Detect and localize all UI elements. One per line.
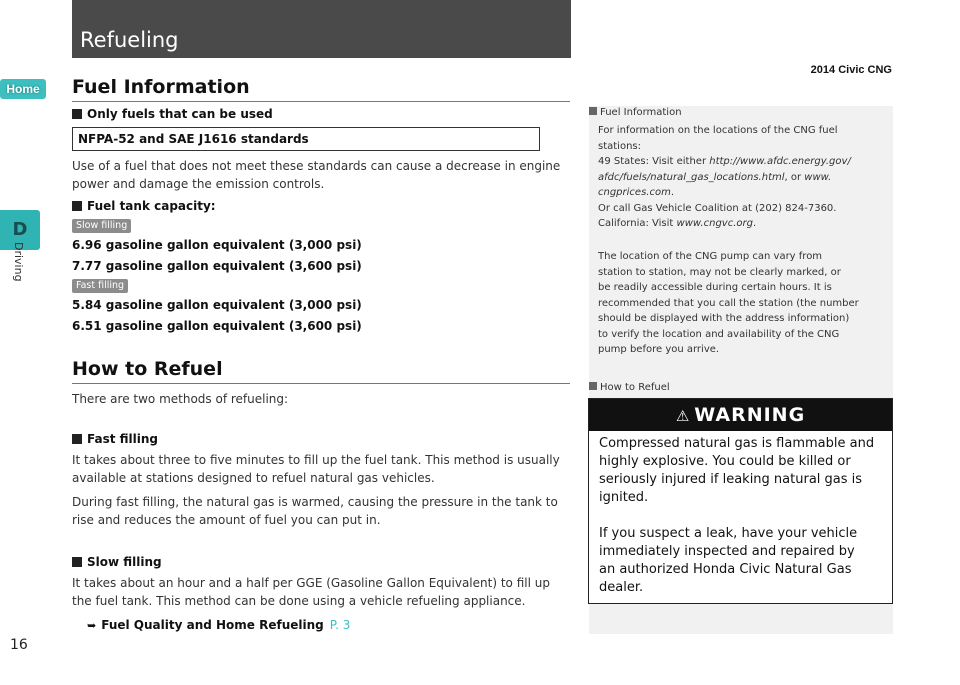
fast-filling-subheading: Fast filling xyxy=(72,432,158,446)
slow-capacity-2: 7.77 gasoline gallon equivalent (3,600 psi) xyxy=(72,259,362,273)
how-to-refuel-heading: How to Refuel xyxy=(72,358,223,380)
warning-text: Compressed natural gas is flammable and highly explosive. You could be killed or seriously injured if leaking natural gas is ignited. If you suspect a leak, have your vehicle immediately inspected and repaired by an authorized Honda Civic Natural Gas dealer. xyxy=(599,436,875,595)
slow-capacity-1: 6.96 gasoline gallon equivalent (3,000 psi) xyxy=(72,238,362,252)
fast-filling-paragraph-1: It takes about three to five minutes to fill up the fuel tank. This method is usually available at stations designed to refuel natural gas vehicles. xyxy=(72,453,560,485)
fast-filling-badge: Fast filling xyxy=(72,279,128,293)
note-icon xyxy=(589,382,597,390)
cng-pump-note: The location of the CNG pump can vary from station to station, may not be clearly marked, or be readily accessible during certain hours. It is recommended that you call the station (the number should be displayed with the address information) to verify the location and availability of the CNG pump before you arrive. xyxy=(598,251,859,355)
slow-filling-paragraph: It takes about an hour and a half per GGE (Gasoline Gallon Equivalent) to fill up the fuel tank. This method can be done using a vehicle refueling appliance. xyxy=(72,576,550,608)
fast-capacity-2: 6.51 gasoline gallon equivalent (3,600 psi) xyxy=(72,319,362,333)
slow-filling-badge: Slow filling xyxy=(72,219,131,233)
bullet-square-icon xyxy=(72,109,82,119)
fuel-information-heading: Fuel Information xyxy=(72,76,250,98)
slow-filling-subheading: Slow filling xyxy=(72,555,162,569)
bullet-square-icon xyxy=(72,557,82,567)
warning-triangle-icon: ⚠ xyxy=(675,407,691,425)
page-title: Refueling xyxy=(80,28,179,52)
heading-rule xyxy=(72,383,570,384)
bullet-square-icon xyxy=(72,201,82,211)
fast-capacity-1: 5.84 gasoline gallon equivalent (3,000 psi) xyxy=(72,298,362,312)
note-icon xyxy=(589,107,597,115)
fuel-warning-text: Use of a fuel that does not meet these standards can cause a decrease in engine power and damage the emission controls. xyxy=(72,159,561,191)
page-number: 16 xyxy=(10,637,28,653)
fuel-info-note-body: For information on the locations of the CNG fuel stations: 49 States: Visit either http://www.afdc.energy.gov/ afdc/fuels/natural_gas_locations.html, or www. cngprices.com. Or call Gas Vehicle Coalition at (202) 824-7360. California: Visit www.cngvc.org. xyxy=(598,125,851,229)
section-label: Driving xyxy=(12,242,25,282)
warning-box xyxy=(588,398,893,604)
heading-rule xyxy=(72,101,570,102)
title-bar xyxy=(72,0,571,58)
standards-box: NFPA-52 and SAE J1616 standards xyxy=(72,127,540,151)
fast-filling-paragraph-2: During fast filling, the natural gas is warmed, causing the pressure in the tank to rise and reduces the amount of fuel you can put in. xyxy=(72,495,558,527)
bullet-square-icon xyxy=(72,434,82,444)
section-letter: D xyxy=(12,219,28,240)
home-button[interactable]: Home xyxy=(0,79,46,99)
model-name: 2014 Civic CNG xyxy=(810,64,892,76)
warning-banner: ⚠ WARNING xyxy=(589,399,892,431)
fuels-subheading: Only fuels that can be used xyxy=(72,107,273,121)
capacity-subheading: Fuel tank capacity: xyxy=(72,199,216,213)
xref-page-link[interactable]: P. 3 xyxy=(329,618,351,632)
cross-reference-link[interactable]: ➥ Fuel Quality and Home Refueling P. 3 xyxy=(87,618,351,632)
double-arrow-icon: ➥ xyxy=(87,619,97,632)
fuel-info-note-title: Fuel Information xyxy=(589,107,682,118)
refuel-intro: There are two methods of refueling: xyxy=(72,392,289,406)
how-to-refuel-note-title: How to Refuel xyxy=(589,382,670,393)
